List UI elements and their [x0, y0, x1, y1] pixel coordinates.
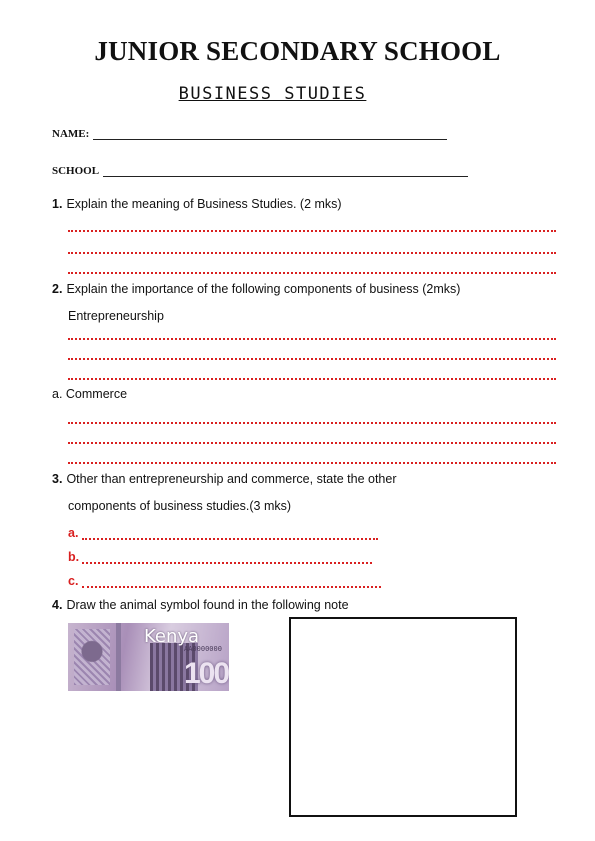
answer-line[interactable] — [68, 338, 556, 340]
answer-line[interactable] — [68, 252, 556, 254]
name-label: NAME: — [52, 128, 90, 140]
question-1-text: Explain the meaning of Business Studies. (2 mks) — [66, 197, 342, 211]
name-field[interactable] — [52, 128, 447, 140]
question-2 — [52, 282, 460, 296]
part-entrepreneurship: Entrepreneurship — [68, 309, 164, 323]
question-3-text-cont: components of business studies.(3 mks) — [68, 499, 292, 513]
question-2-text: Explain the importance of the following components of business (2mks) — [66, 282, 461, 296]
banknote-serial: AA0000000 — [184, 645, 222, 653]
page-subtitle: BUSINESS STUDIES — [178, 84, 367, 104]
answer-line[interactable] — [68, 358, 556, 360]
question-2-number: 2. — [52, 282, 63, 296]
option-b-letter: b. — [68, 550, 80, 564]
page-title: JUNIOR SECONDARY SCHOOL — [94, 36, 501, 66]
option-a-line[interactable] — [82, 530, 378, 540]
school-label: SCHOOL — [52, 165, 100, 177]
question-3-text: Other than entrepreneurship and commerce, state the other — [66, 472, 397, 486]
answer-line[interactable] — [68, 272, 556, 274]
option-c-line[interactable] — [82, 578, 381, 588]
option-b[interactable] — [68, 550, 372, 564]
question-1-number: 1. — [52, 197, 63, 211]
answer-line[interactable] — [68, 378, 556, 380]
question-3-number: 3. — [52, 472, 63, 486]
banknote-denomination: 100 — [184, 657, 229, 690]
drawing-box[interactable] — [289, 617, 517, 817]
answer-line[interactable] — [68, 462, 556, 464]
name-line[interactable] — [93, 129, 447, 140]
question-4 — [52, 598, 349, 612]
school-line[interactable] — [103, 166, 468, 177]
banknote-brand: Kenya — [144, 626, 200, 647]
answer-line[interactable] — [68, 230, 556, 232]
option-c[interactable] — [68, 574, 381, 588]
answer-line[interactable] — [68, 422, 556, 424]
school-field[interactable] — [52, 165, 468, 177]
question-4-number: 4. — [52, 598, 63, 612]
part-commerce: a. Commerce — [52, 387, 128, 401]
banknote-security-stripe — [116, 623, 121, 691]
answer-line[interactable] — [68, 442, 556, 444]
banknote-image — [68, 623, 229, 691]
option-b-line[interactable] — [82, 554, 372, 564]
question-1 — [52, 197, 342, 211]
option-c-letter: c. — [68, 574, 79, 588]
question-4-text: Draw the animal symbol found in the following note — [66, 598, 349, 612]
option-a-letter: a. — [68, 526, 79, 540]
banknote-motif — [74, 629, 110, 685]
question-3 — [52, 472, 397, 486]
option-a[interactable] — [68, 526, 378, 540]
